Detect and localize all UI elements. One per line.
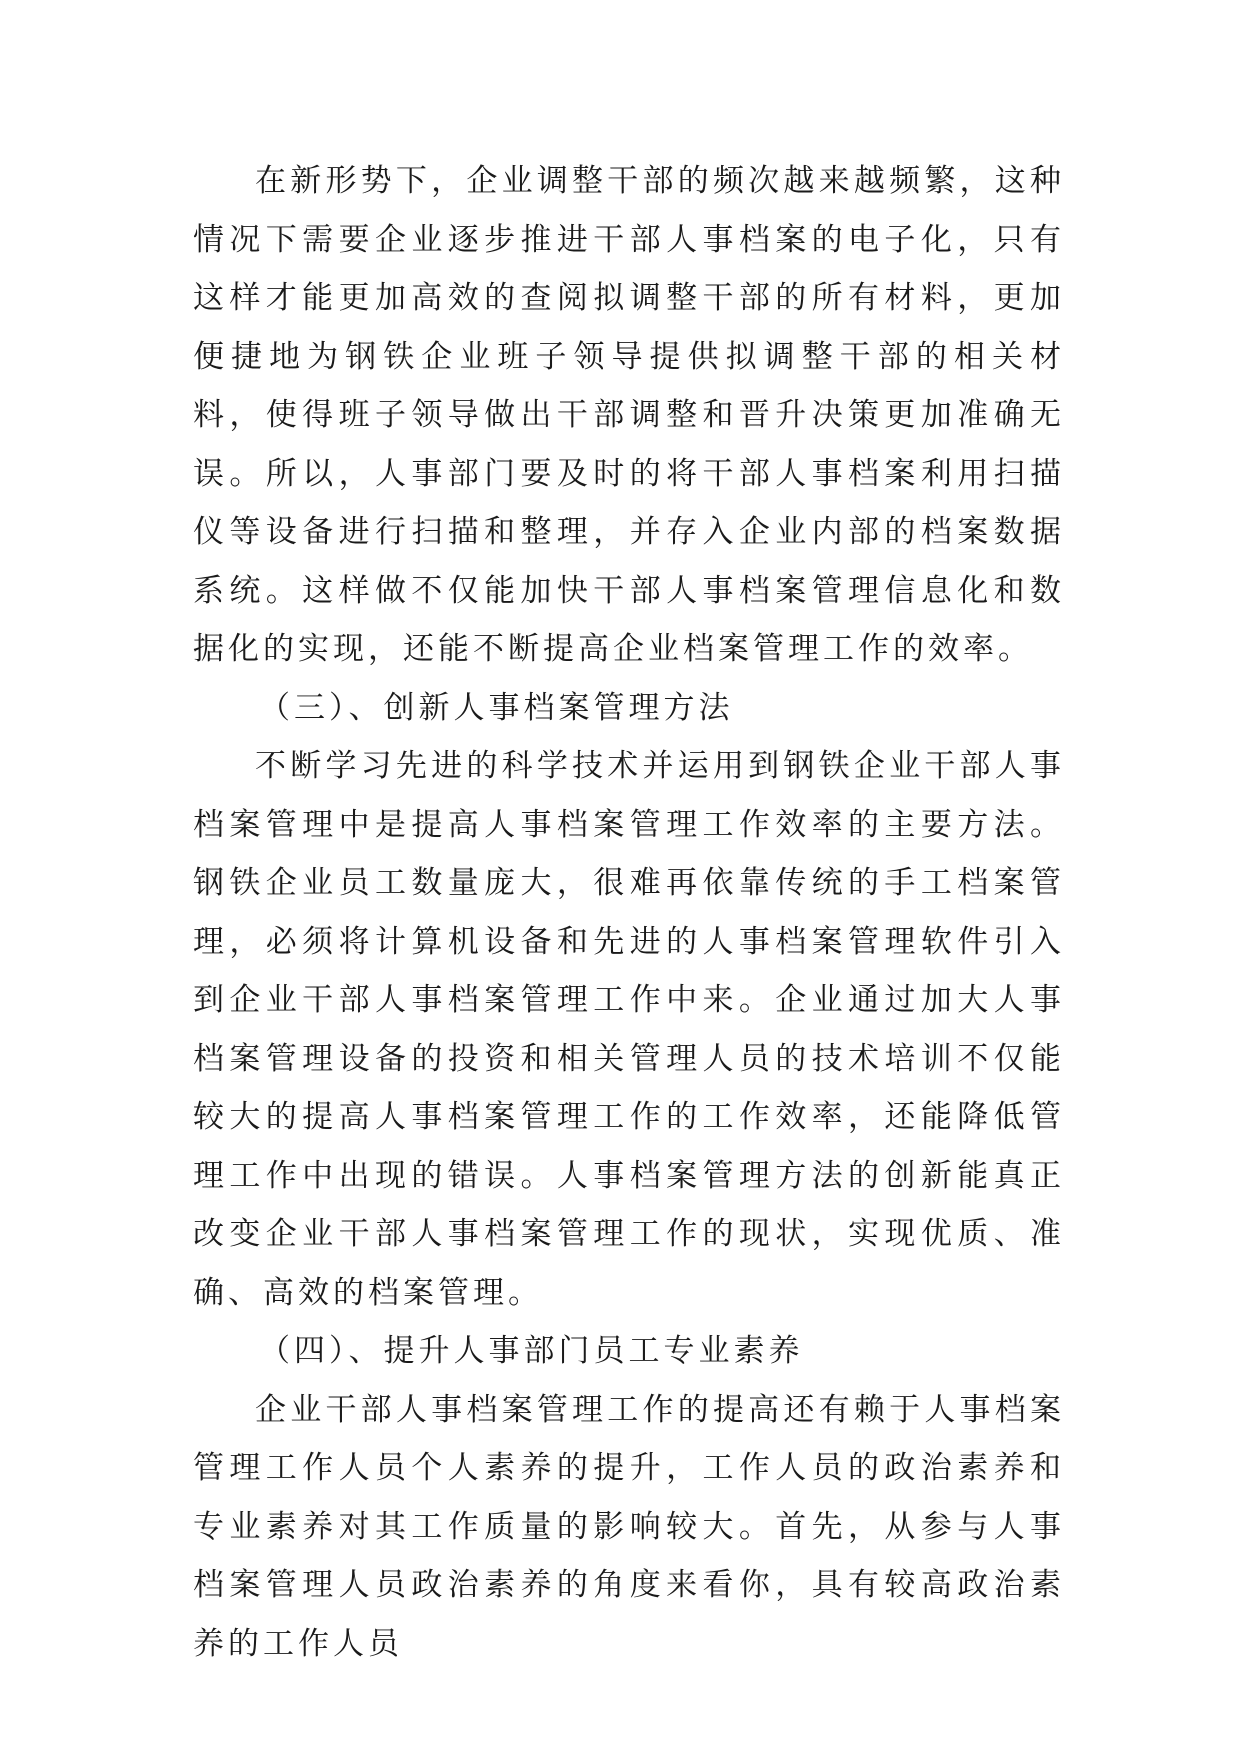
document-body	[193, 152, 1065, 1673]
section-heading-4: （四）、提升人事部门员工专业素养	[259, 1333, 804, 1369]
paragraph-innovation: 不断学习先进的科学技术并运用到钢铁企业干部人事档案管理中是提高人事档案管理工作效率的主要方法。钢铁企业员工数量庞大，很难再依靠传统的手工档案管理，必须将计算机设备和先进的人事档案管理软件引入到企业干部人事档案管理工作中来。企业通过加大人事档案管理设备的投资和相关管理人员的技术培训不仅能较大的提高人事档案管理工作的工作效率，还能降低管理工作中出现的错误。人事档案管理方法的创新能真正改变企业干部人事档案管理工作的现状，实现优质、准确、高效的档案管理。	[193, 748, 1065, 1311]
paragraph-staff-quality: 企业干部人事档案管理工作的提高还有赖于人事档案管理工作人员个人素养的提升，工作人员的政治素养和专业素养对其工作质量的影响较大。首先，从参与人事档案管理人员政治素养的角度来看你，具有较高政治素养的工作人员	[193, 1391, 1065, 1662]
section-heading-3: （三）、创新人事档案管理方法	[259, 689, 734, 726]
paragraph-digitization: 在新形势下，企业调整干部的频次越来越频繁，这种情况下需要企业逐步推进干部人事档案的电子化，只有这样才能更加高效的查阅拟调整干部的所有材料，更加便捷地为钢铁企业班子领导提供拟调整干部的相关材料，使得班子领导做出干部调整和晋升决策更加准确无误。所以，人事部门要及时的将干部人事档案利用扫描仪等设备进行扫描和整理，并存入企业内部的档案数据系统。这样做不仅能加快干部人事档案管理信息化和数据化的实现，还能不断提高企业档案管理工作的效率。	[193, 163, 1065, 667]
